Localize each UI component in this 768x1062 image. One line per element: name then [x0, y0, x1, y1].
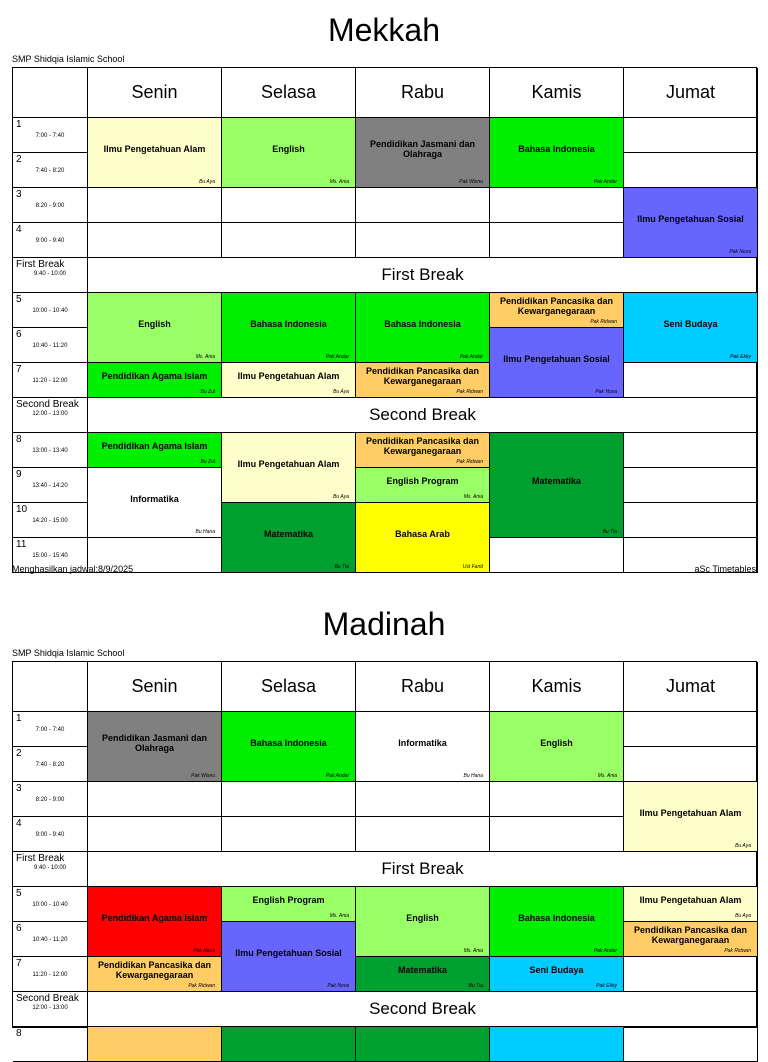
lesson-subject: Pendidikan Jasmani dan Olahraga	[101, 732, 208, 753]
lesson-cell	[356, 468, 490, 503]
period-number: 8	[16, 1028, 22, 1039]
empty-slot	[356, 782, 490, 817]
lesson-teacher: Bu Hana	[463, 773, 483, 779]
period-time: 8:20 - 9:00	[35, 203, 65, 209]
lesson-teacher: Ust Farid	[462, 564, 483, 570]
lesson-cell	[490, 1027, 624, 1062]
lesson-subject: English	[540, 737, 573, 748]
corner-cell	[13, 662, 88, 712]
empty-slot	[624, 1027, 758, 1062]
period-time: 7:00 - 7:40	[35, 727, 65, 733]
empty-slot	[624, 433, 758, 468]
lesson-subject: Ilmu Pengetahuan Alam	[237, 371, 340, 381]
period-time: 15:00 - 15:40	[32, 553, 68, 559]
lesson-subject: Bahasa Indonesia	[384, 318, 461, 329]
lesson-subject: Bahasa Indonesia	[518, 143, 595, 154]
period-number: 1	[16, 119, 22, 130]
lesson-cell	[88, 468, 222, 538]
lesson-teacher: Pak Ekky	[596, 983, 617, 989]
break-row: First Break	[88, 258, 758, 293]
day-header: Rabu	[356, 68, 490, 118]
lesson-teacher: Pak Ridwan	[188, 983, 215, 989]
period-number: 9	[16, 469, 22, 480]
period-label	[13, 328, 88, 363]
period-time: 11:20 - 12:00	[32, 972, 68, 978]
lesson-subject	[90, 1027, 219, 1053]
lesson-cell	[490, 433, 624, 538]
lesson-cell	[356, 887, 490, 957]
lesson-teacher: Ms. Ania	[329, 179, 349, 185]
lesson-cell	[356, 957, 490, 992]
empty-slot	[222, 223, 356, 258]
empty-slot	[490, 817, 624, 852]
corner-cell	[13, 68, 88, 118]
period-number: 3	[16, 189, 22, 200]
empty-slot	[624, 747, 758, 782]
lesson-subject: Seni Budaya	[529, 965, 584, 975]
lesson-subject: Pendidikan Pancasika dan Kewarganegaraan	[633, 925, 748, 945]
lesson-teacher: Bu Aya	[735, 843, 751, 849]
lesson-subject: Pendidikan Agama Islam	[101, 441, 208, 451]
period-time: 7:40 - 8:20	[35, 168, 65, 174]
empty-slot	[624, 957, 758, 992]
empty-slot	[356, 223, 490, 258]
period-number: 10	[16, 504, 28, 515]
lesson-subject: Ilmu Pengetahuan Alam	[103, 143, 206, 154]
period-number: 8	[16, 434, 22, 445]
page-title: Madinah	[322, 606, 446, 642]
lesson-subject: Pendidikan Pancasika dan Kewarganegaraan	[365, 436, 480, 456]
period-number: 2	[16, 154, 22, 165]
lesson-cell	[88, 363, 222, 398]
lesson-cell	[88, 293, 222, 363]
period-label	[13, 433, 88, 468]
lesson-teacher: Pak Wisnu	[191, 773, 215, 779]
empty-slot	[88, 782, 222, 817]
period-number: 6	[16, 923, 22, 934]
lesson-subject: Bahasa Indonesia	[250, 737, 327, 748]
empty-slot	[88, 223, 222, 258]
lesson-cell	[490, 887, 624, 957]
lesson-subject: Informatika	[130, 493, 179, 504]
period-label	[13, 153, 88, 188]
lesson-teacher: Pak Nova	[729, 249, 751, 255]
period-label	[13, 712, 88, 747]
day-header: Senin	[88, 662, 222, 712]
lesson-subject: Pendidikan Pancasika dan Kewarganegaraan	[97, 960, 212, 980]
period-time: 13:00 - 13:40	[32, 448, 68, 454]
lesson-cell	[88, 887, 222, 957]
break-label	[13, 258, 88, 293]
lesson-cell	[624, 782, 758, 852]
lesson-subject: Bahasa Arab	[395, 528, 450, 539]
break-row: Second Break	[88, 398, 758, 433]
period-time: 7:00 - 7:40	[35, 133, 65, 139]
period-time: 9:00 - 9:40	[35, 832, 65, 838]
timetable-mekkah	[0, 8, 768, 578]
lesson-teacher: Pak Nova	[327, 983, 349, 989]
lesson-teacher: Bu Hana	[195, 529, 215, 535]
break-label	[13, 398, 88, 433]
empty-slot	[624, 363, 758, 398]
lesson-cell	[490, 118, 624, 188]
period-number: 1	[16, 713, 22, 724]
lesson-cell	[88, 957, 222, 992]
period-time: 10:40 - 11:20	[32, 937, 68, 943]
lesson-teacher: Pak Andar	[325, 773, 349, 779]
day-header: Kamis	[490, 662, 624, 712]
lesson-subject: Pendidikan Agama Islam	[101, 371, 208, 381]
lesson-teacher: Ms. Ania	[597, 773, 617, 779]
lesson-cell	[88, 118, 222, 188]
lesson-cell	[356, 1027, 490, 1062]
period-label	[13, 223, 88, 258]
lesson-subject	[358, 1027, 487, 1053]
lesson-subject: Ilmu Pengetahuan Sosial	[637, 213, 744, 224]
empty-slot	[624, 153, 758, 188]
lesson-subject: Matematika	[397, 965, 448, 975]
lesson-teacher: Bu Aya	[333, 494, 349, 500]
day-header: Kamis	[490, 68, 624, 118]
day-header: Jumat	[624, 662, 758, 712]
period-label	[13, 293, 88, 328]
empty-slot	[490, 223, 624, 258]
lesson-subject: Ilmu Pengetahuan Alam	[639, 807, 742, 818]
lesson-subject: Pendidikan Pancasika dan Kewarganegaraan	[365, 366, 480, 386]
lesson-cell	[88, 433, 222, 468]
period-number: Second Break	[16, 993, 79, 1004]
period-label	[13, 363, 88, 398]
lesson-subject: Ilmu Pengetahuan Sosial	[235, 947, 342, 958]
lesson-teacher: Pak Andar	[593, 948, 617, 954]
lesson-teacher: Pak Reza	[193, 948, 215, 954]
lesson-subject: Pendidikan Jasmani dan Olahraga	[369, 138, 476, 159]
period-number: Second Break	[16, 399, 79, 410]
break-row: Second Break	[88, 992, 758, 1027]
lesson-cell	[222, 363, 356, 398]
lesson-teacher: Pak Ridwan	[456, 389, 483, 395]
lesson-subject: Pendidikan Pancasika dan Kewarganegaraan	[499, 296, 614, 316]
lesson-subject: English	[138, 318, 171, 329]
lesson-subject: Ilmu Pengetahuan Sosial	[503, 353, 610, 364]
period-number: First Break	[16, 853, 65, 864]
empty-slot	[222, 817, 356, 852]
lesson-cell	[222, 922, 356, 992]
day-header: Jumat	[624, 68, 758, 118]
period-time: 8:20 - 9:00	[35, 797, 65, 803]
empty-slot	[88, 817, 222, 852]
lesson-subject: English	[406, 912, 439, 923]
period-number: 7	[16, 958, 22, 969]
empty-slot	[624, 468, 758, 503]
lesson-cell	[356, 712, 490, 782]
page-title: Mekkah	[327, 12, 441, 48]
lesson-teacher: Bu Aya	[735, 913, 751, 919]
period-time: 13:40 - 14:20	[32, 483, 68, 489]
lesson-cell	[490, 293, 624, 328]
lesson-cell	[88, 712, 222, 782]
period-number: 4	[16, 818, 22, 829]
lesson-cell	[490, 957, 624, 992]
period-time: 7:40 - 8:20	[35, 762, 65, 768]
break-label	[13, 852, 88, 887]
lesson-teacher: Pak Ekky	[730, 354, 751, 360]
period-number: 7	[16, 364, 22, 375]
period-time: 9:40 - 10:00	[33, 271, 67, 277]
empty-slot	[490, 538, 624, 573]
period-time: 14:20 - 15:00	[32, 518, 68, 524]
day-header: Selasa	[222, 68, 356, 118]
lesson-subject: Bahasa Indonesia	[250, 318, 327, 329]
lesson-cell	[624, 293, 758, 363]
period-label	[13, 118, 88, 153]
period-label	[13, 887, 88, 922]
lesson-cell	[624, 887, 758, 922]
lesson-subject: Matematika	[531, 476, 582, 486]
lesson-cell	[88, 1027, 222, 1062]
lesson-teacher: Bu Tia	[602, 529, 617, 535]
school-name: SMP Shidqia Islamic School	[12, 54, 125, 64]
lesson-teacher: Ms. Ania	[463, 948, 483, 954]
lesson-cell	[490, 328, 624, 398]
break-label	[13, 992, 88, 1027]
timetable-grid	[12, 661, 757, 1039]
empty-slot	[490, 188, 624, 223]
period-number: 5	[16, 888, 22, 899]
period-number: First Break	[16, 259, 65, 270]
lesson-teacher: Pak Nova	[595, 389, 617, 395]
school-name: SMP Shidqia Islamic School	[12, 648, 125, 658]
period-label	[13, 188, 88, 223]
lesson-teacher: Bu Aya	[333, 389, 349, 395]
period-time: 10:40 - 11:20	[32, 343, 68, 349]
lesson-teacher: Ms. Ania	[329, 913, 349, 919]
lesson-teacher: Bu Tia	[468, 983, 483, 989]
lesson-teacher: Pak Ridwan	[724, 948, 751, 954]
lesson-cell	[222, 887, 356, 922]
lesson-subject	[224, 1027, 353, 1053]
lesson-cell	[356, 363, 490, 398]
lesson-teacher: Bu Zul	[200, 459, 215, 465]
lesson-cell	[624, 922, 758, 957]
period-number: 4	[16, 224, 22, 235]
lesson-cell	[222, 1027, 356, 1062]
lesson-cell	[624, 188, 758, 258]
empty-slot	[356, 188, 490, 223]
lesson-subject: Pendidikan Agama Islam	[101, 912, 208, 923]
empty-slot	[490, 782, 624, 817]
lesson-teacher: Pak Ridwan	[590, 319, 617, 325]
lesson-cell	[222, 503, 356, 573]
period-time: 11:20 - 12:00	[32, 378, 68, 384]
period-number: 5	[16, 294, 22, 305]
lesson-teacher: Ms. Ania	[195, 354, 215, 360]
period-number: 11	[16, 539, 27, 550]
generated-date: Menghasilkan jadwal:8/9/2025	[12, 564, 134, 574]
lesson-subject: Informatika	[398, 737, 447, 748]
lesson-teacher: Pak Andar	[593, 179, 617, 185]
lesson-subject: Seni Budaya	[663, 318, 718, 329]
lesson-cell	[356, 433, 490, 468]
lesson-teacher: Ms. Ania	[463, 494, 483, 500]
lesson-subject: Ilmu Pengetahuan Alam	[639, 895, 742, 905]
period-time: 9:00 - 9:40	[35, 238, 65, 244]
lesson-cell	[356, 118, 490, 188]
day-header: Rabu	[356, 662, 490, 712]
lesson-teacher: Bu Aya	[199, 179, 215, 185]
empty-slot	[222, 188, 356, 223]
empty-slot	[624, 712, 758, 747]
empty-slot	[624, 503, 758, 538]
period-label	[13, 922, 88, 957]
period-time: 10:00 - 10:40	[32, 902, 68, 908]
period-label	[13, 468, 88, 503]
period-label	[13, 957, 88, 992]
lesson-teacher: Pak Ridwan	[456, 459, 483, 465]
timetable-madinah	[0, 602, 768, 1039]
lesson-cell	[490, 712, 624, 782]
day-header: Senin	[88, 68, 222, 118]
lesson-cell	[222, 712, 356, 782]
lesson-teacher: Pak Andar	[459, 354, 483, 360]
break-row: First Break	[88, 852, 758, 887]
lesson-teacher: Pak Wisnu	[459, 179, 483, 185]
period-time: 9:40 - 10:00	[33, 865, 67, 871]
period-number: 2	[16, 748, 22, 759]
lesson-cell	[222, 118, 356, 188]
period-time: 10:00 - 10:40	[32, 308, 68, 314]
empty-slot	[356, 817, 490, 852]
period-number: 6	[16, 329, 22, 340]
lesson-subject: Ilmu Pengetahuan Alam	[237, 458, 340, 469]
empty-slot	[222, 782, 356, 817]
lesson-subject: Bahasa Indonesia	[518, 912, 595, 923]
lesson-teacher: Pak Andar	[325, 354, 349, 360]
lesson-subject: English	[272, 143, 305, 154]
lesson-subject	[492, 1027, 621, 1053]
app-credit: aSc Timetables	[694, 564, 756, 574]
empty-slot	[624, 118, 758, 153]
period-time: 12:00 - 13:00	[32, 1005, 68, 1011]
period-number: 3	[16, 783, 22, 794]
period-label	[13, 1027, 88, 1062]
period-time: 12:00 - 13:00	[32, 411, 68, 417]
period-label	[13, 747, 88, 782]
lesson-subject: English Program	[386, 476, 459, 486]
lesson-subject: English Program	[252, 895, 325, 905]
day-header: Selasa	[222, 662, 356, 712]
lesson-cell	[356, 503, 490, 573]
lesson-cell	[356, 293, 490, 363]
lesson-cell	[222, 433, 356, 503]
period-label	[13, 782, 88, 817]
period-label	[13, 503, 88, 538]
empty-slot	[88, 188, 222, 223]
lesson-subject: Matematika	[263, 528, 314, 539]
lesson-teacher: Bu Zul	[200, 389, 215, 395]
lesson-cell	[222, 293, 356, 363]
period-label	[13, 817, 88, 852]
lesson-teacher: Bu Tia	[334, 564, 349, 570]
timetable-grid	[12, 67, 757, 573]
